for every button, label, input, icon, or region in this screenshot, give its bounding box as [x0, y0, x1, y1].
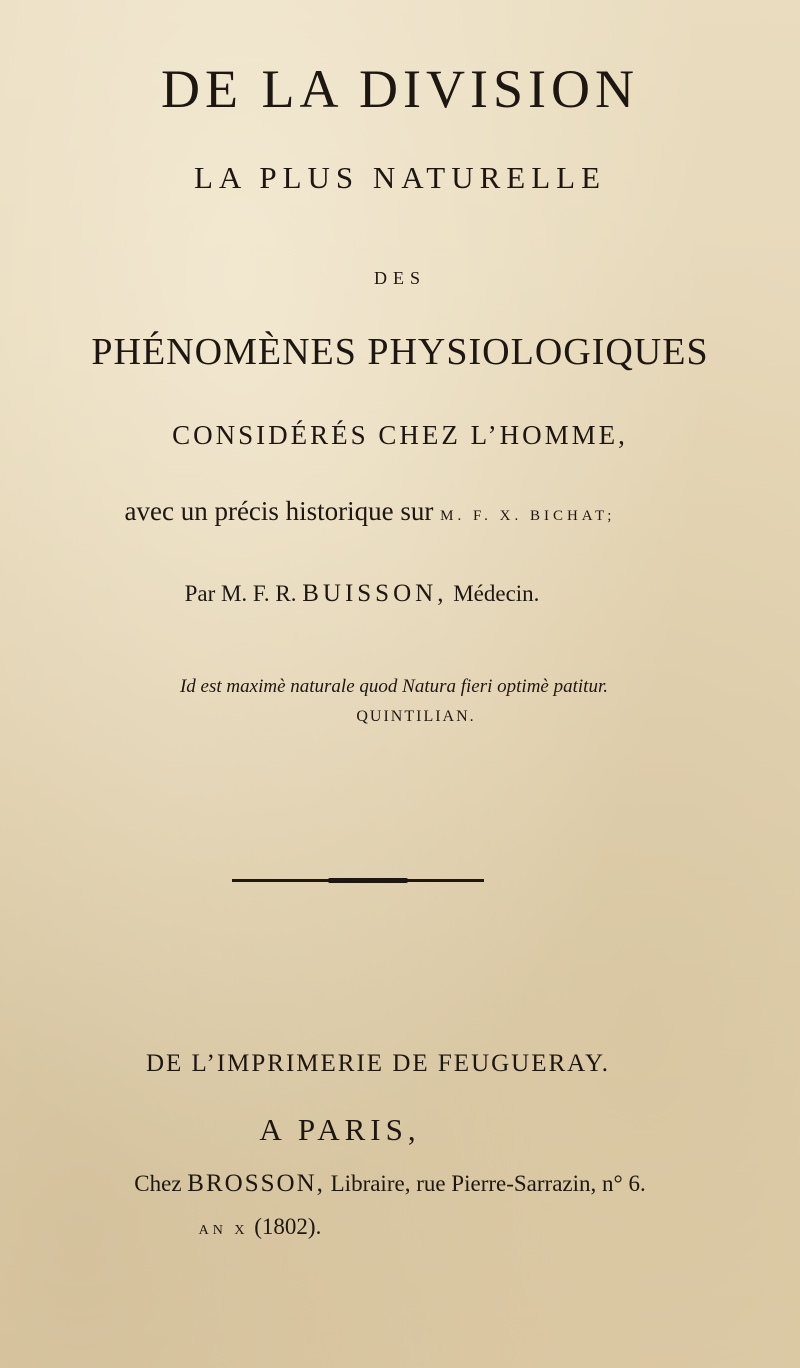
- publisher-line: [0, 1170, 790, 1198]
- date-line: [0, 1214, 660, 1240]
- title-connector: DES: [373, 268, 426, 288]
- epigraph-author: QUINTILIAN.: [356, 708, 476, 725]
- title-historical-note: [0, 496, 770, 527]
- city-line: A PARIS,: [259, 1112, 421, 1147]
- date-year: (1802).: [254, 1214, 322, 1239]
- author-name: BUISSON,: [302, 580, 448, 607]
- author-title: Médecin.: [453, 581, 540, 606]
- author-prefix: Par M. F. R.: [184, 581, 297, 606]
- book-subtitle: LA PLUS NATURELLE: [194, 160, 606, 195]
- date-republican-year: AN X: [198, 1223, 249, 1238]
- book-title: DE LA DIVISION: [161, 59, 639, 119]
- publisher-prefix: Chez: [134, 1171, 182, 1196]
- title-qualifier: CONSIDÉRÉS CHEZ L’HOMME,: [172, 420, 628, 450]
- decorative-rule: [232, 879, 484, 882]
- historical-note-subject: M. F. X. BICHAT;: [440, 508, 616, 524]
- publisher-address: Libraire, rue Pierre-Sarrazin, n° 6.: [330, 1171, 646, 1196]
- imprint-line: DE L’IMPRIMERIE DE FEUGUERAY.: [145, 1050, 611, 1077]
- historical-note-prefix: avec un précis historique sur: [124, 496, 434, 526]
- publisher-name: BROSSON,: [187, 1170, 325, 1197]
- author-line: [0, 580, 762, 608]
- epigraph: Id est maximè naturale quod Natura fieri optimè patitur.: [179, 676, 608, 697]
- title-main-subject: PHÉNOMÈNES PHYSIOLOGIQUES: [91, 331, 709, 373]
